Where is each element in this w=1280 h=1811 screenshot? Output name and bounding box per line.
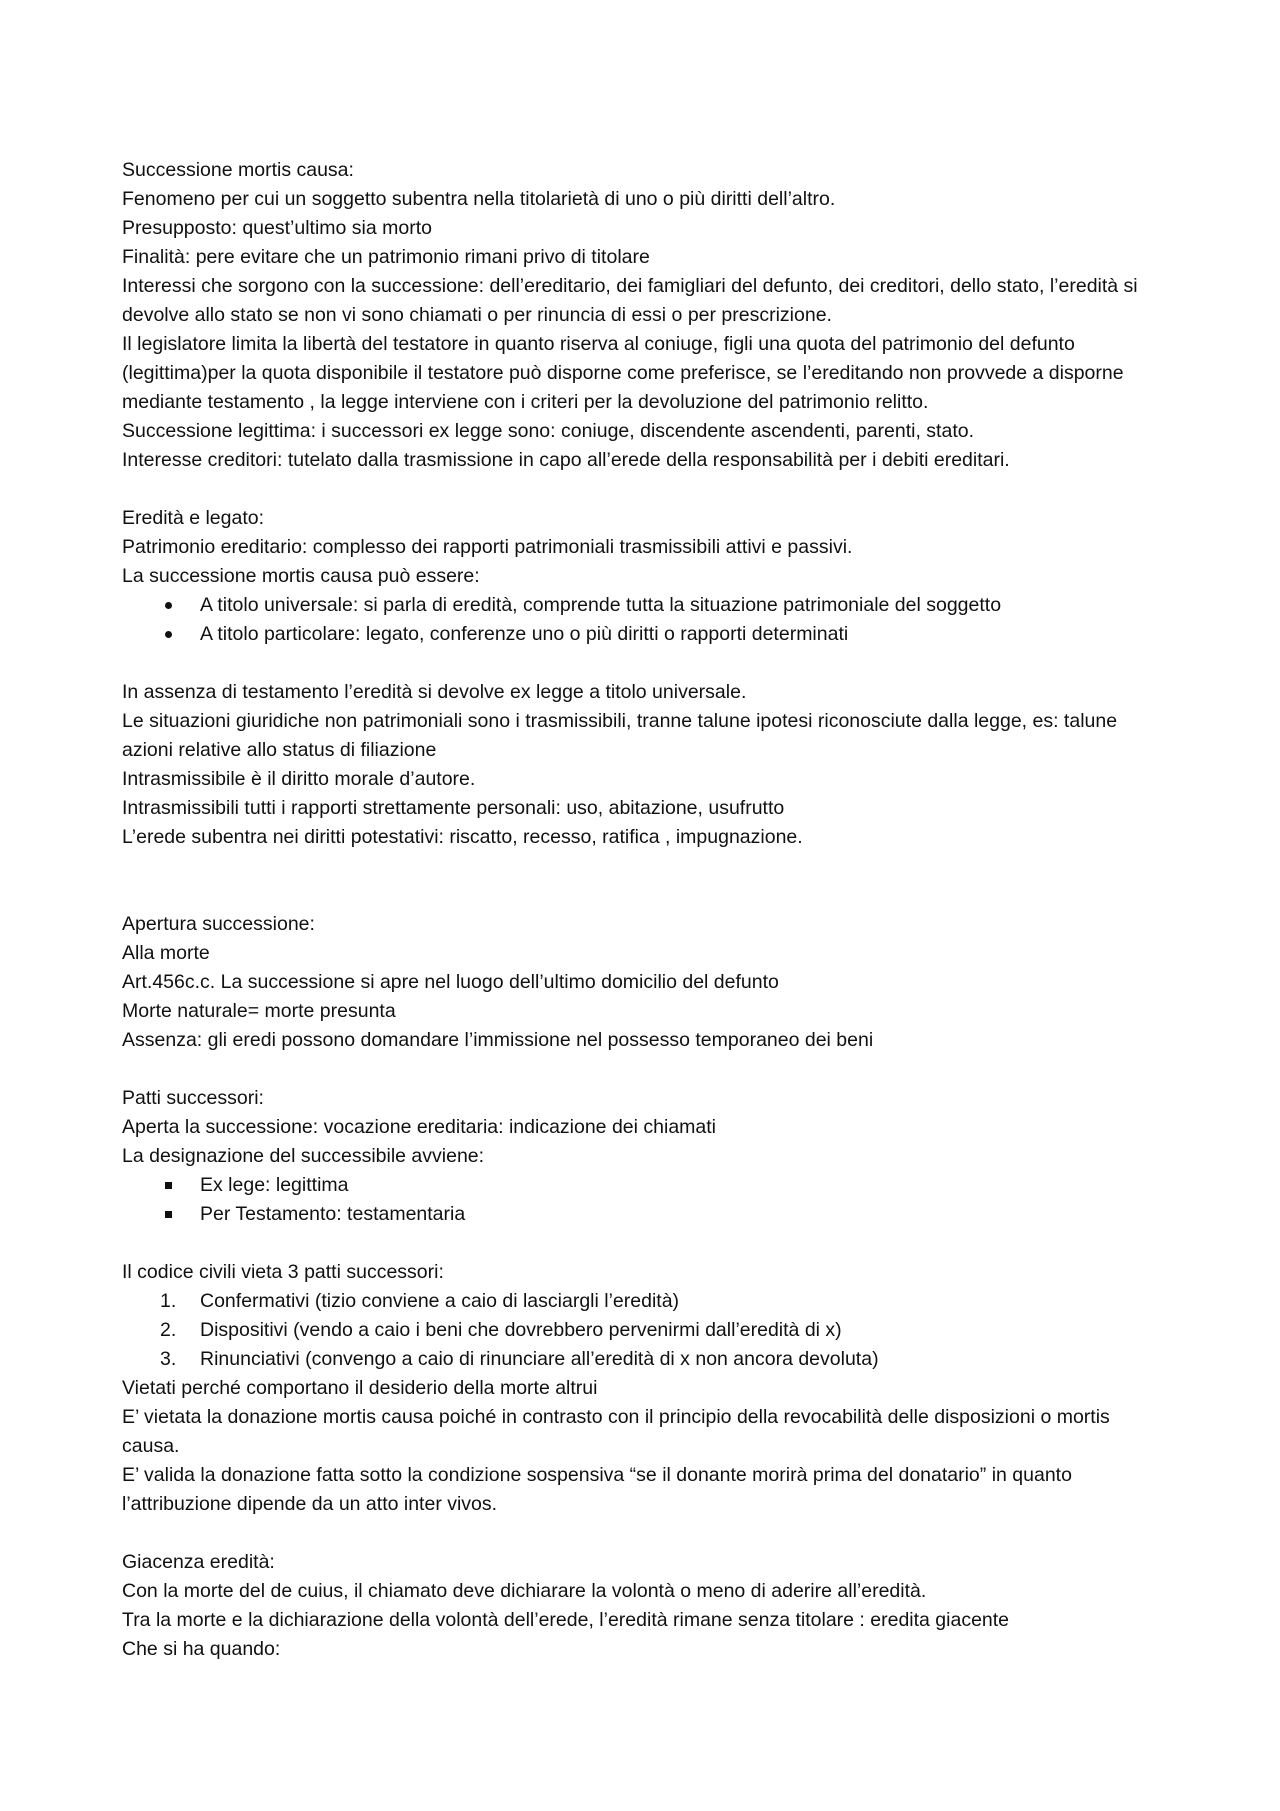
paragraph-line: Morte naturale= morte presunta <box>122 1000 396 1022</box>
document-page <box>122 156 1162 1664</box>
section-heading: Eredità e legato: <box>122 507 265 529</box>
paragraph-line: In assenza di testamento l’eredità si devolve ex legge a titolo universale. <box>122 681 747 703</box>
spacer <box>122 1055 1162 1084</box>
spacer <box>122 649 1162 678</box>
spacer <box>122 1519 1162 1548</box>
paragraph-line: Art.456c.c. La successione si apre nel luogo dell’ultimo domicilio del defunto <box>122 971 779 993</box>
paragraph-line: Intrasmissibili tutti i rapporti strettamente personali: uso, abitazione, usufrutto <box>122 797 785 819</box>
bullet-list <box>122 591 1162 649</box>
section-heading: Apertura successione: <box>122 913 315 935</box>
section-successione-mortis-causa <box>122 156 1162 475</box>
paragraph-line: Le situazioni giuridiche non patrimoniali sono i trasmissibili, tranne talune ipotesi riconosciute dalla legge, es: talune azioni relative allo status di filiazione <box>122 710 1118 761</box>
paragraph-line: Che si ha quando: <box>122 1638 281 1660</box>
section-trasmissibilita <box>122 678 1162 852</box>
spacer <box>122 852 1162 910</box>
list-item: Per Testamento: testamentaria <box>122 1200 1162 1229</box>
section-eredita-e-legato <box>122 504 1162 649</box>
paragraph-line: L’erede subentra nei diritti potestativi: riscatto, recesso, ratifica , impugnazione. <box>122 826 803 848</box>
list-number: 3. <box>160 1348 177 1370</box>
paragraph-line: Aperta la successione: vocazione ereditaria: indicazione dei chiamati <box>122 1116 716 1138</box>
spacer <box>122 1229 1162 1258</box>
paragraph-line: Alla morte <box>122 942 210 964</box>
paragraph-line: Assenza: gli eredi possono domandare l’immissione nel possesso temporaneo dei beni <box>122 1029 874 1051</box>
paragraph-line: Finalità: pere evitare che un patrimonio rimani privo di titolare <box>122 246 650 268</box>
numbered-list <box>122 1287 1162 1374</box>
section-divieto-patti <box>122 1258 1162 1519</box>
list-item: Ex lege: legittima <box>122 1171 1162 1200</box>
list-item-text: Dispositivi (vendo a caio i beni che dovrebbero pervenirmi dall’eredità di x) <box>200 1319 842 1341</box>
bullet-list <box>122 1171 1162 1229</box>
section-heading: Successione mortis causa: <box>122 159 354 181</box>
paragraph-line: Vietati perché comportano il desiderio della morte altrui <box>122 1377 598 1399</box>
paragraph-line: Interesse creditori: tutelato dalla trasmissione in capo all’erede della responsabilità per i debiti ereditari. <box>122 449 1010 471</box>
spacer <box>122 475 1162 504</box>
paragraph-line: Fenomeno per cui un soggetto subentra nella titolarietà di uno o più diritti dell’altro. <box>122 188 836 210</box>
list-item: A titolo universale: si parla di eredità, comprende tutta la situazione patrimoniale del soggetto <box>122 591 1162 620</box>
paragraph-line: La successione mortis causa può essere: <box>122 565 480 587</box>
paragraph-line: Tra la morte e la dichiarazione della volontà dell’erede, l’eredità rimane senza titolare : eredita giacente <box>122 1609 1010 1631</box>
paragraph-line: Successione legittima: i successori ex legge sono: coniuge, discendente ascendenti, parenti, stato. <box>122 420 975 442</box>
paragraph-line: E’ valida la donazione fatta sotto la condizione sospensiva “se il donante morirà prima del donatario” in quanto l’attribuzione dipende da un atto inter vivos. <box>122 1464 1072 1515</box>
list-item-text: Rinunciativi (convengo a caio di rinunciare all’eredità di x non ancora devoluta) <box>200 1348 879 1370</box>
paragraph-line: E’ vietata la donazione mortis causa poiché in contrasto con il principio della revocabilità delle disposizioni o mortis causa. <box>122 1406 1110 1457</box>
paragraph-line: Il legislatore limita la libertà del testatore in quanto riserva al coniuge, figli una quota del patrimonio del defunto (legittima)per la quota disponibile il testatore può disporne come preferisce, se l’ereditando non provvede a disporne mediante testamento , la legge interviene con i criteri per la devoluzione del patrimonio relitto. <box>122 333 1124 413</box>
section-apertura-successione <box>122 910 1162 1055</box>
list-item <box>122 1345 1162 1374</box>
list-item <box>122 1287 1162 1316</box>
section-giacenza-eredita <box>122 1548 1162 1664</box>
paragraph-line: Con la morte del de cuius, il chiamato deve dichiarare la volontà o meno di aderire all’eredità. <box>122 1580 927 1602</box>
paragraph-line: Presupposto: quest’ultimo sia morto <box>122 217 432 239</box>
list-number: 1. <box>160 1290 177 1312</box>
list-item <box>122 1316 1162 1345</box>
list-item-text: Confermativi (tizio conviene a caio di lasciargli l’eredità) <box>200 1290 680 1312</box>
paragraph-line: Il codice civili vieta 3 patti successori: <box>122 1261 444 1283</box>
paragraph-line: Intrasmissibile è il diritto morale d’autore. <box>122 768 476 790</box>
section-patti-successori <box>122 1084 1162 1229</box>
list-number: 2. <box>160 1319 177 1341</box>
paragraph-line: Patrimonio ereditario: complesso dei rapporti patrimoniali trasmissibili attivi e passivi. <box>122 536 853 558</box>
section-heading: Giacenza eredità: <box>122 1551 275 1573</box>
paragraph-line: La designazione del successibile avviene: <box>122 1145 485 1167</box>
paragraph-line: Interessi che sorgono con la successione: dell’ereditario, dei famigliari del defunto, dei creditori, dello stato, l’eredità si devolve allo stato se non vi sono chiamati o per rinuncia di essi o per prescrizione. <box>122 275 1138 326</box>
list-item: A titolo particolare: legato, conferenze uno o più diritti o rapporti determinati <box>122 620 1162 649</box>
section-heading: Patti successori: <box>122 1087 264 1109</box>
